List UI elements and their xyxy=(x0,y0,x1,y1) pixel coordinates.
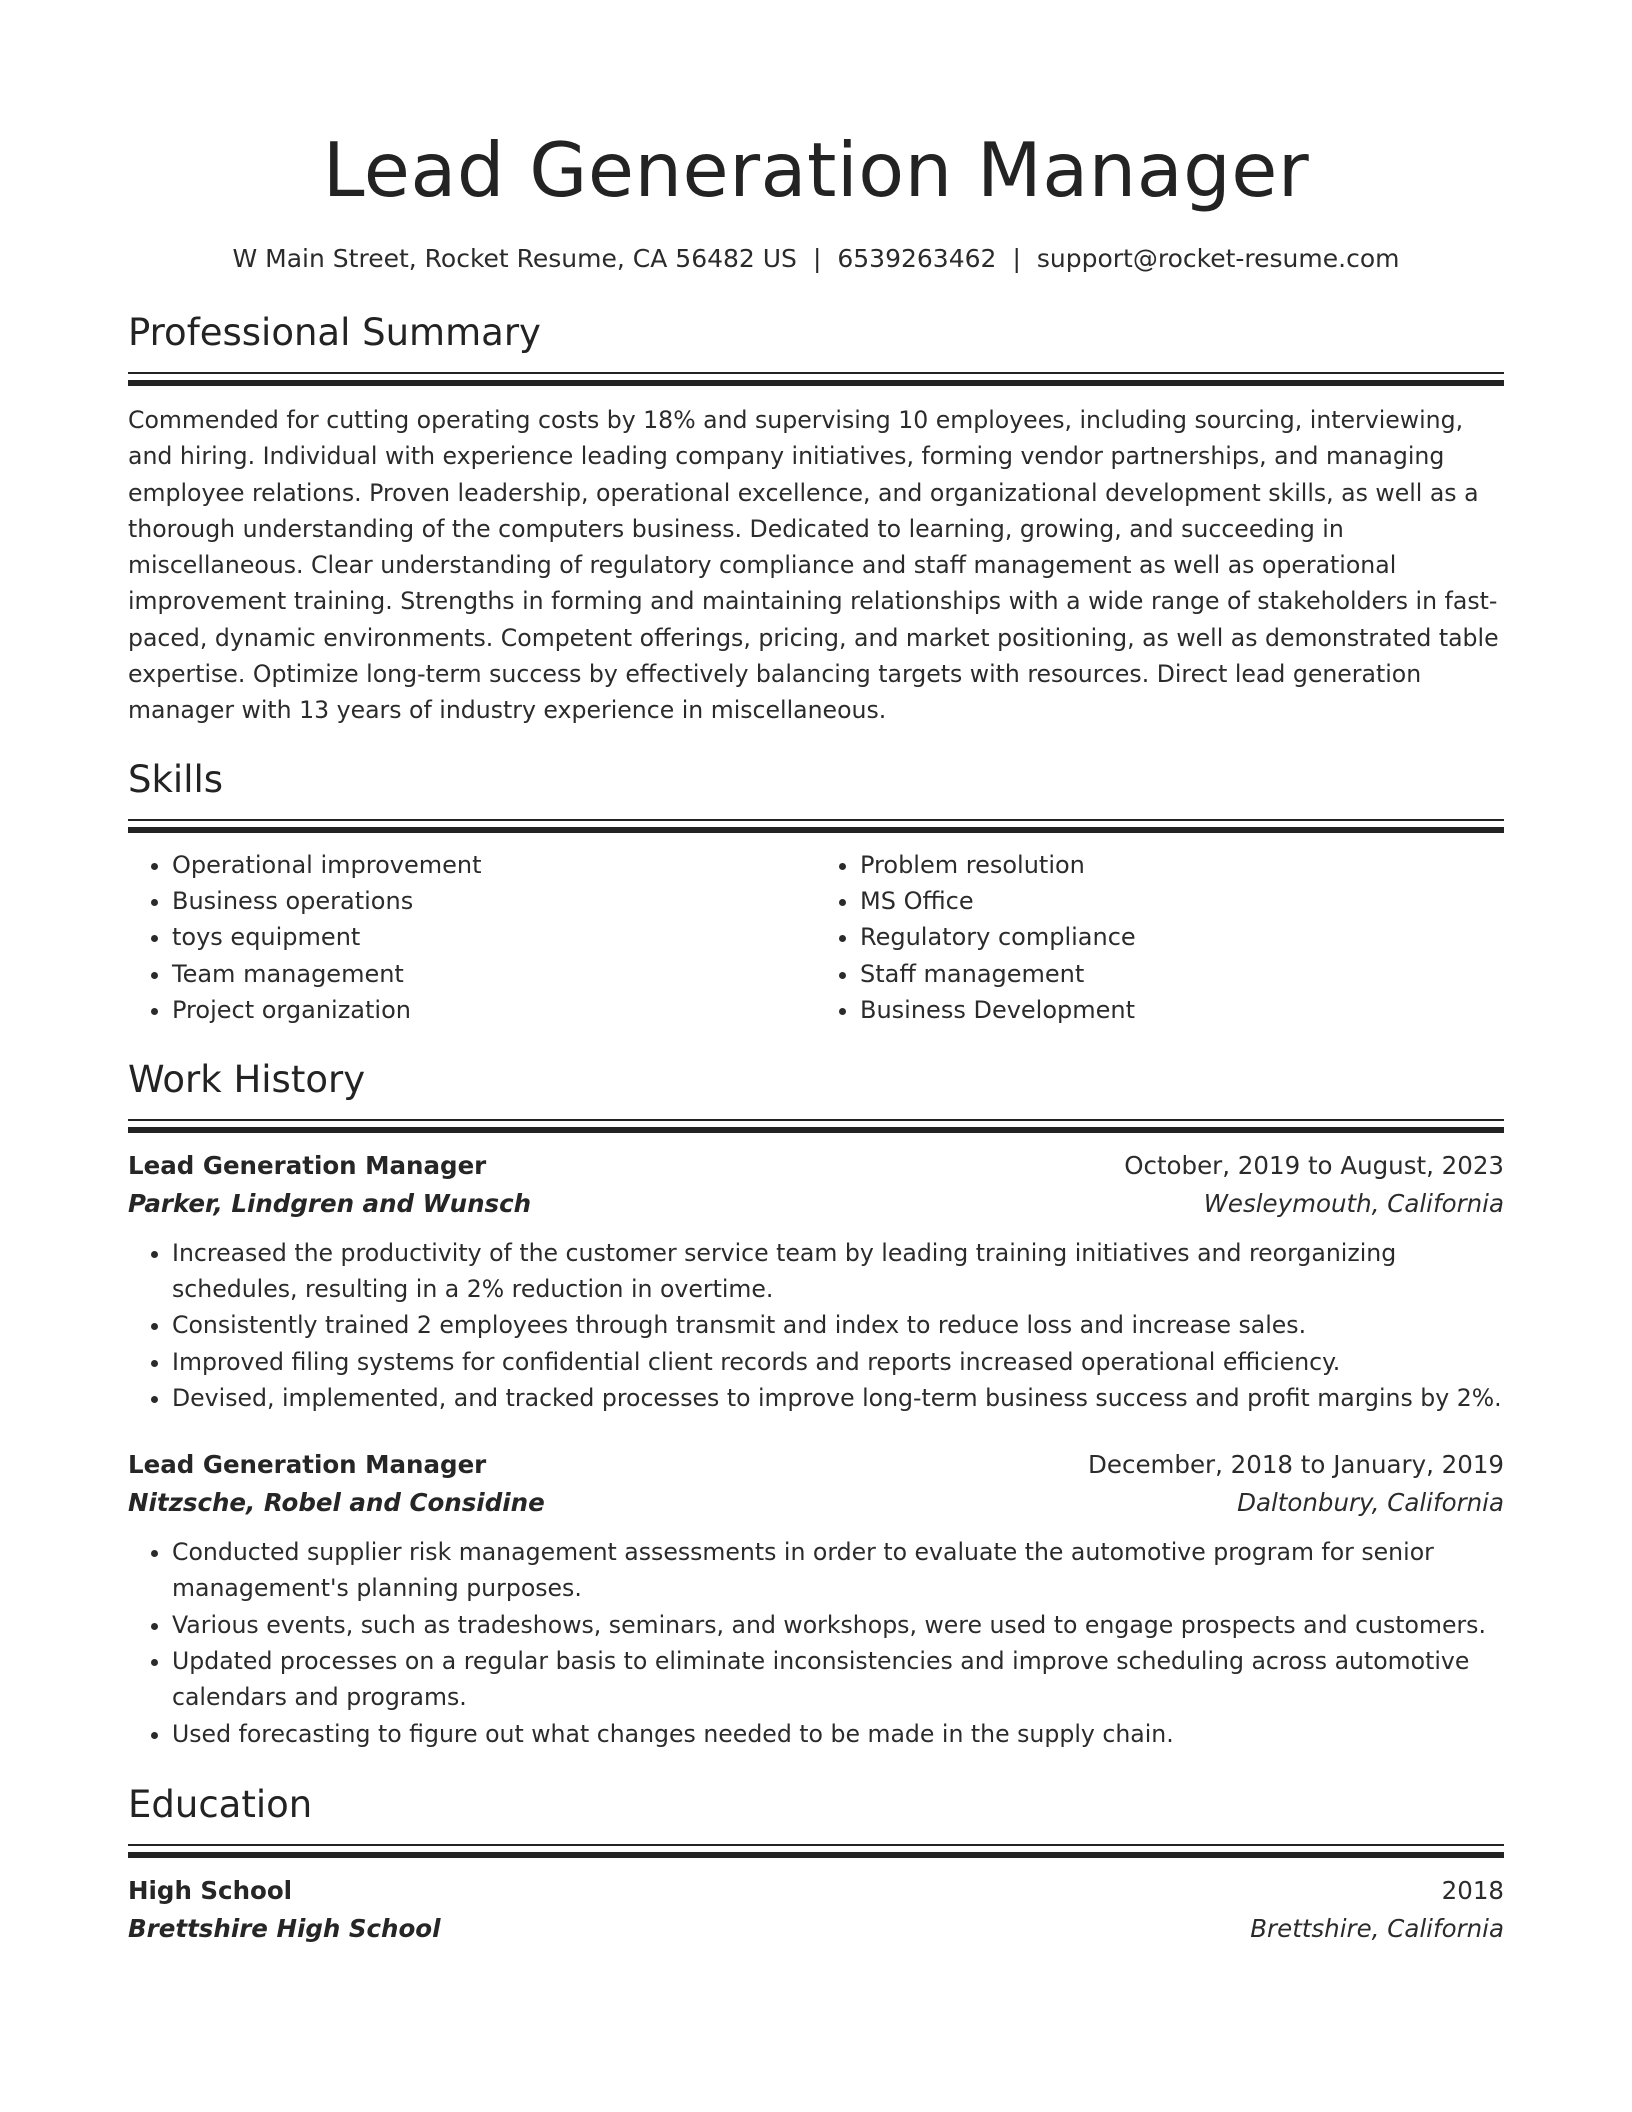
skills-list-right xyxy=(816,847,1504,1029)
skill-item: • Team management xyxy=(172,956,816,992)
section-divider xyxy=(128,1852,1504,1858)
education-location: Brettshire, California xyxy=(1250,1913,1504,1943)
skill-item: • Regulatory compliance xyxy=(860,919,1504,955)
section-divider xyxy=(128,1119,1504,1121)
job-company: Parker, Lindgren and Wunsch xyxy=(128,1188,532,1218)
contact-separator: | xyxy=(812,244,822,273)
job-dates: October, 2019 to August, 2023 xyxy=(1124,1150,1504,1180)
skill-item: • Project organization xyxy=(172,992,816,1028)
skills-section xyxy=(128,755,1504,1029)
summary-text: Commended for cutting operating costs by 18% and supervising 10 employees, including sourcing, interviewing, and hiring. Individual with experience leading company initiatives, forming vendor partnerships, and managing employee relations. Proven leadership, operational excellence, and organizational development skills, as well as a thorough understanding of the computers business. Dedicated to learning, growing, and succeeding in miscellaneous. Clear understanding of regulatory compliance and staff management as well as operational improvement training. Strengths in forming and maintaining relationships with a wide range of stakeholders in fast-paced, dynamic environments. Competent offerings, pricing, and market positioning, as well as demonstrated table expertise. Optimize long-term success by effectively balancing targets with resources. Direct lead generation manager with 13 years of industry experience in miscellaneous. xyxy=(128,406,1499,725)
skill-item: • toys equipment xyxy=(172,919,816,955)
education-year: 2018 xyxy=(1441,1875,1504,1905)
contact-phone: 6539263462 xyxy=(837,244,997,273)
skill-item: • Business Development xyxy=(860,992,1504,1028)
job-title: Lead Generation Manager xyxy=(128,1150,487,1180)
job-bullets xyxy=(128,1235,1504,1416)
work-heading: Work History xyxy=(128,1057,366,1101)
education-degree: High School xyxy=(128,1875,293,1905)
section-divider xyxy=(128,372,1504,374)
job-bullet: • Consistently trained 2 employees through transmit and index to reduce loss and increase sales. xyxy=(172,1307,1504,1343)
section-divider xyxy=(128,380,1504,386)
job-bullet: • Various events, such as tradeshows, seminars, and workshops, were used to engage prospects and customers. xyxy=(172,1607,1504,1643)
job-title: Lead Generation Manager xyxy=(128,1450,487,1480)
summary-heading: Professional Summary xyxy=(128,311,541,354)
education-heading: Education xyxy=(128,1782,313,1826)
section-divider xyxy=(128,1844,1504,1846)
skills-columns xyxy=(128,847,1504,1029)
contact-address: W Main Street, Rocket Resume, CA 56482 US xyxy=(232,244,797,273)
contact-separator: | xyxy=(1012,244,1021,273)
skill-item: • MS Office xyxy=(860,883,1504,919)
job-bullet: • Used forecasting to figure out what changes needed to be made in the supply chain. xyxy=(172,1716,1504,1752)
job-bullet: • Improved filing systems for confidential client records and reports increased operational efficiency. xyxy=(172,1344,1504,1380)
resume-name: Lead Generation Manager xyxy=(322,126,1310,214)
job-bullet: • Increased the productivity of the customer service team by leading training initiatives and reorganizing schedules, resulting in a 2% reduction in overtime. xyxy=(172,1235,1504,1308)
job-dates: December, 2018 to January, 2019 xyxy=(1088,1450,1504,1480)
contact-email: support@rocket-resume.com xyxy=(1036,244,1400,273)
section-divider xyxy=(128,819,1504,821)
education-entry xyxy=(128,1872,1504,1948)
skill-item: • Staff management xyxy=(860,956,1504,992)
work-section xyxy=(128,1055,1504,1752)
job-bullets xyxy=(128,1534,1504,1752)
job-company: Nitzsche, Robel and Considine xyxy=(128,1488,545,1518)
job-bullet: • Conducted supplier risk management assessments in order to evaluate the automotive program for senior management's planning purposes. xyxy=(172,1534,1504,1607)
job-location: Daltonbury, California xyxy=(1237,1488,1504,1518)
job-location: Wesleymouth, California xyxy=(1203,1188,1504,1218)
summary-section xyxy=(128,308,1504,729)
skill-item: • Business operations xyxy=(172,883,816,919)
job-bullet: • Updated processes on a regular basis to eliminate inconsistencies and improve scheduling across automotive calendars and programs. xyxy=(172,1643,1504,1716)
job-bullet: • Devised, implemented, and tracked processes to improve long-term business success and profit margins by 2%. xyxy=(172,1380,1504,1416)
section-divider xyxy=(128,827,1504,833)
job-entry xyxy=(128,1446,1504,1752)
skill-item: • Problem resolution xyxy=(860,847,1504,883)
skills-heading: Skills xyxy=(128,757,224,801)
education-section xyxy=(128,1780,1504,1948)
job-entry xyxy=(128,1147,1504,1416)
skill-item: • Operational improvement xyxy=(172,847,816,883)
section-divider xyxy=(128,1127,1504,1133)
skills-list-left xyxy=(128,847,816,1029)
contact-line xyxy=(128,242,1504,276)
education-school: Brettshire High School xyxy=(128,1913,441,1943)
